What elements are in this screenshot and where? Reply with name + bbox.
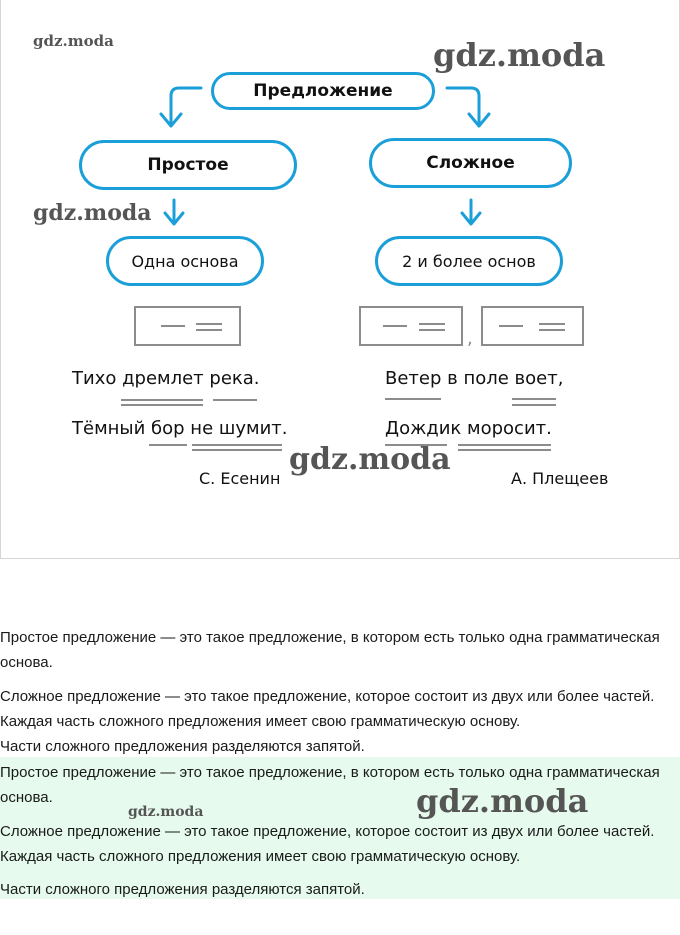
complex-schema-box-1: [359, 306, 463, 346]
subject-mark: [383, 325, 407, 327]
underline-subject-single: [149, 444, 187, 446]
complex-example-line-2: Дождик моросит.: [385, 418, 552, 439]
schema-comma: ,: [467, 328, 473, 349]
subject-mark: [499, 325, 523, 327]
underline-predicate: [458, 449, 551, 451]
underline-predicate: [192, 444, 282, 446]
underline-predicate: [512, 404, 556, 406]
complex-node: [369, 138, 572, 188]
simple-schema-box: [134, 306, 241, 346]
complex-basis-node: [375, 236, 563, 286]
complex-node-label: Сложное: [426, 153, 515, 173]
watermark: gdz.moda: [416, 782, 589, 820]
watermark: gdz.moda: [33, 32, 114, 50]
watermark: gdz.moda: [433, 36, 606, 74]
predicate-mark-2: [196, 329, 222, 331]
underline-predicate: [192, 449, 282, 451]
simple-node-label: Простое: [147, 155, 229, 175]
complex-basis-label: 2 и более основ: [402, 251, 536, 271]
root-node: [211, 72, 435, 110]
complex-schema-box-2: [481, 306, 584, 346]
paragraph-complex-definition: Сложное предложение — это такое предложение, которое состоит из двух или более частей. Каждая часть сложного предложения имеет свою грамматическую основу.: [0, 688, 655, 730]
paragraph-complex-definition-repeat: Сложное предложение — это такое предложение, которое состоит из двух или более частей. Каждая часть сложного предложения имеет свою грамматическую основу.: [0, 823, 655, 865]
watermark: gdz.moda: [33, 200, 152, 226]
paragraph-simple-definition-repeat: Простое предложение — это такое предложение, в котором есть только одна грамматическая основа.: [0, 764, 660, 806]
paragraph-simple-definition: Простое предложение — это такое предложение, в котором есть только одна грамматическая основа.: [0, 629, 660, 671]
underline-predicate: [458, 444, 551, 446]
underline-subject: [121, 404, 203, 406]
complex-example-author: А. Плещеев: [511, 469, 609, 488]
predicate-mark-1: [419, 323, 445, 325]
simple-basis-label: Одна основа: [131, 251, 239, 271]
paragraph-comma-rule-repeat: Части сложного предложения разделяются запятой.: [0, 881, 365, 898]
predicate-mark-2: [419, 329, 445, 331]
predicate-mark-2: [539, 329, 565, 331]
underline-subject-single: [385, 398, 441, 400]
paragraph-comma-rule: Части сложного предложения разделяются запятой.: [0, 738, 365, 755]
watermark: gdz.moda: [128, 804, 204, 820]
underline-predicate: [512, 398, 556, 400]
predicate-mark-1: [539, 323, 565, 325]
simple-example-author: С. Есенин: [199, 469, 281, 488]
complex-example-line-1: Ветер в поле воет,: [385, 368, 564, 389]
simple-example-line-1: Тихо дремлет река.: [72, 368, 260, 389]
simple-node: [79, 140, 297, 190]
root-node-label: Предложение: [253, 81, 393, 101]
watermark: gdz.moda: [289, 442, 451, 477]
predicate-mark-1: [196, 323, 222, 325]
underline-subject: [121, 399, 203, 401]
simple-basis-node: [106, 236, 264, 286]
underline-subject-single: [213, 399, 257, 401]
simple-example-line-2: Тёмный бор не шумит.: [72, 418, 288, 439]
subject-mark: [161, 325, 185, 327]
